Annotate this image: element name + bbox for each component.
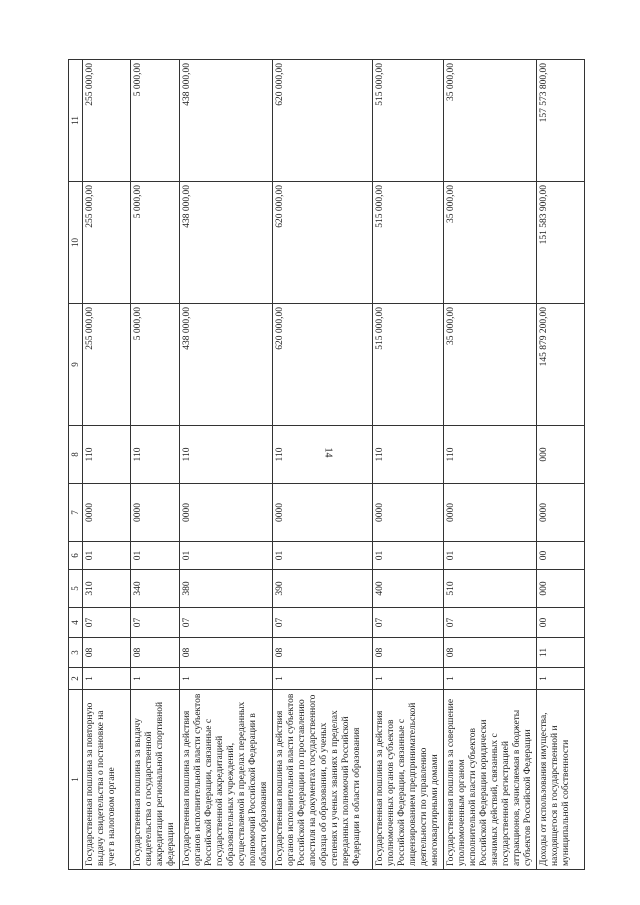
table-cell: 510	[444, 570, 537, 608]
table-row	[131, 60, 180, 870]
revenue-name-cell: Государственная пошлина за выдачу свидетельства о государственной аккредитации региональной спортивной федерации	[131, 690, 180, 870]
table-cell: 110	[373, 426, 444, 484]
table-cell: 00	[537, 542, 585, 570]
header-cell: 6	[69, 542, 83, 570]
table-cell: 255 000,00	[83, 304, 131, 426]
table-row	[373, 60, 444, 870]
table-cell: 1	[131, 668, 180, 690]
revenue-name-cell: Доходы от использования имущества, находящегося в государственной и муниципальной собственности	[537, 690, 585, 870]
table-cell: 0000	[273, 484, 373, 542]
table-cell: 110	[180, 426, 273, 484]
header-cell: 11	[69, 60, 83, 182]
table-cell: 110	[444, 426, 537, 484]
header-cell: 9	[69, 304, 83, 426]
table-cell: 35 000,00	[444, 60, 537, 182]
table-cell: 0000	[373, 484, 444, 542]
table-cell: 5 000,00	[131, 304, 180, 426]
page-number: 14	[322, 447, 334, 458]
table-cell: 515 000,00	[373, 182, 444, 304]
table-cell: 01	[83, 542, 131, 570]
table-cell: 01	[180, 542, 273, 570]
table-cell: 151 583 900,00	[537, 182, 585, 304]
table-cell: 35 000,00	[444, 304, 537, 426]
table-cell: 07	[131, 608, 180, 638]
table-cell: 1	[444, 668, 537, 690]
table-cell: 515 000,00	[373, 304, 444, 426]
table-cell: 07	[444, 608, 537, 638]
table-row	[537, 60, 585, 870]
header-cell: 10	[69, 182, 83, 304]
header-cell: 2	[69, 668, 83, 690]
table-cell: 01	[373, 542, 444, 570]
table-cell: 01	[131, 542, 180, 570]
table-cell: 07	[273, 608, 373, 638]
table-cell: 07	[83, 608, 131, 638]
table-cell: 620 000,00	[273, 60, 373, 182]
table-cell: 01	[273, 542, 373, 570]
table-cell: 110	[83, 426, 131, 484]
table-cell: 515 000,00	[373, 60, 444, 182]
table-cell: 0000	[180, 484, 273, 542]
table-cell: 438 000,00	[180, 60, 273, 182]
table-cell: 000	[537, 426, 585, 484]
table-cell: 390	[273, 570, 373, 608]
table-cell: 1	[537, 668, 585, 690]
table-cell: 0000	[444, 484, 537, 542]
table-row	[180, 60, 273, 870]
table-cell: 08	[444, 638, 537, 668]
table-cell: 380	[180, 570, 273, 608]
header-cell: 5	[69, 570, 83, 608]
header-row	[69, 60, 83, 870]
table-cell: 000	[537, 570, 585, 608]
table-cell: 0000	[537, 484, 585, 542]
header-cell: 4	[69, 608, 83, 638]
table-row	[273, 60, 373, 870]
budget-table	[68, 59, 585, 870]
revenue-name-cell: Государственная пошлина за действия органов исполнительной власти субъектов Российской Федерации по проставлению апостиля на документах государственного образца об образовании, об ученых степенях и ученых званиях в пределах переданных полномочий Российской Федерации в области образования	[273, 690, 373, 870]
revenue-name-cell: Государственная пошлина за действия уполномоченных органов субъектов Российской Федерации, связанные с лицензированием предпринимательской деятельности по управлению многоквартирными домами	[373, 690, 444, 870]
table-cell: 08	[273, 638, 373, 668]
table-cell: 35 000,00	[444, 182, 537, 304]
table-row	[83, 60, 131, 870]
table-cell: 08	[131, 638, 180, 668]
table-cell: 08	[180, 638, 273, 668]
table-cell: 110	[131, 426, 180, 484]
table-cell: 07	[373, 608, 444, 638]
table-cell: 1	[273, 668, 373, 690]
table-cell: 438 000,00	[180, 182, 273, 304]
table-cell: 110	[273, 426, 373, 484]
revenue-name-cell: Государственная пошлина за действия органов исполнительной власти субъектов Российской Федерации, связанные с государственной аккредитацией образовательных учреждений, осуществляемой в пределах переданных полномочий Российской Федерации в области образования	[180, 690, 273, 870]
table-cell: 310	[83, 570, 131, 608]
header-cell: 1	[69, 690, 83, 870]
table-cell: 07	[180, 608, 273, 638]
revenue-name-cell: Государственная пошлина за совершение уполномоченным органом исполнительной власти субъектов Российской Федерации юридически значимых действий, связанных с государственной регистрацией аттракционов, зачисляемая в бюджеты субъектов Российской Федерации	[444, 690, 537, 870]
table-cell: 145 879 200,00	[537, 304, 585, 426]
table-cell: 00	[537, 608, 585, 638]
table-cell: 1	[373, 668, 444, 690]
revenue-name-cell: Государственная пошлина за повторную выдачу свидетельства о постановке на учет в налоговом органе	[83, 690, 131, 870]
table-cell: 08	[83, 638, 131, 668]
table-cell: 1	[83, 668, 131, 690]
table-cell: 157 573 800,00	[537, 60, 585, 182]
table-cell: 08	[373, 638, 444, 668]
table-cell: 5 000,00	[131, 182, 180, 304]
table-cell: 11	[537, 638, 585, 668]
header-cell: 7	[69, 484, 83, 542]
table-cell: 620 000,00	[273, 182, 373, 304]
table-cell: 01	[444, 542, 537, 570]
table-cell: 340	[131, 570, 180, 608]
table-row	[444, 60, 537, 870]
table-cell: 400	[373, 570, 444, 608]
table-cell: 5 000,00	[131, 60, 180, 182]
table-cell: 255 000,00	[83, 60, 131, 182]
rotated-table	[68, 60, 571, 870]
table-cell: 0000	[131, 484, 180, 542]
table-cell: 620 000,00	[273, 304, 373, 426]
header-cell: 3	[69, 638, 83, 668]
table-cell: 255 000,00	[83, 182, 131, 304]
table-cell: 0000	[83, 484, 131, 542]
header-cell: 8	[69, 426, 83, 484]
table-cell: 438 000,00	[180, 304, 273, 426]
table-cell: 1	[180, 668, 273, 690]
rotated-table-wrapper	[68, 60, 571, 870]
